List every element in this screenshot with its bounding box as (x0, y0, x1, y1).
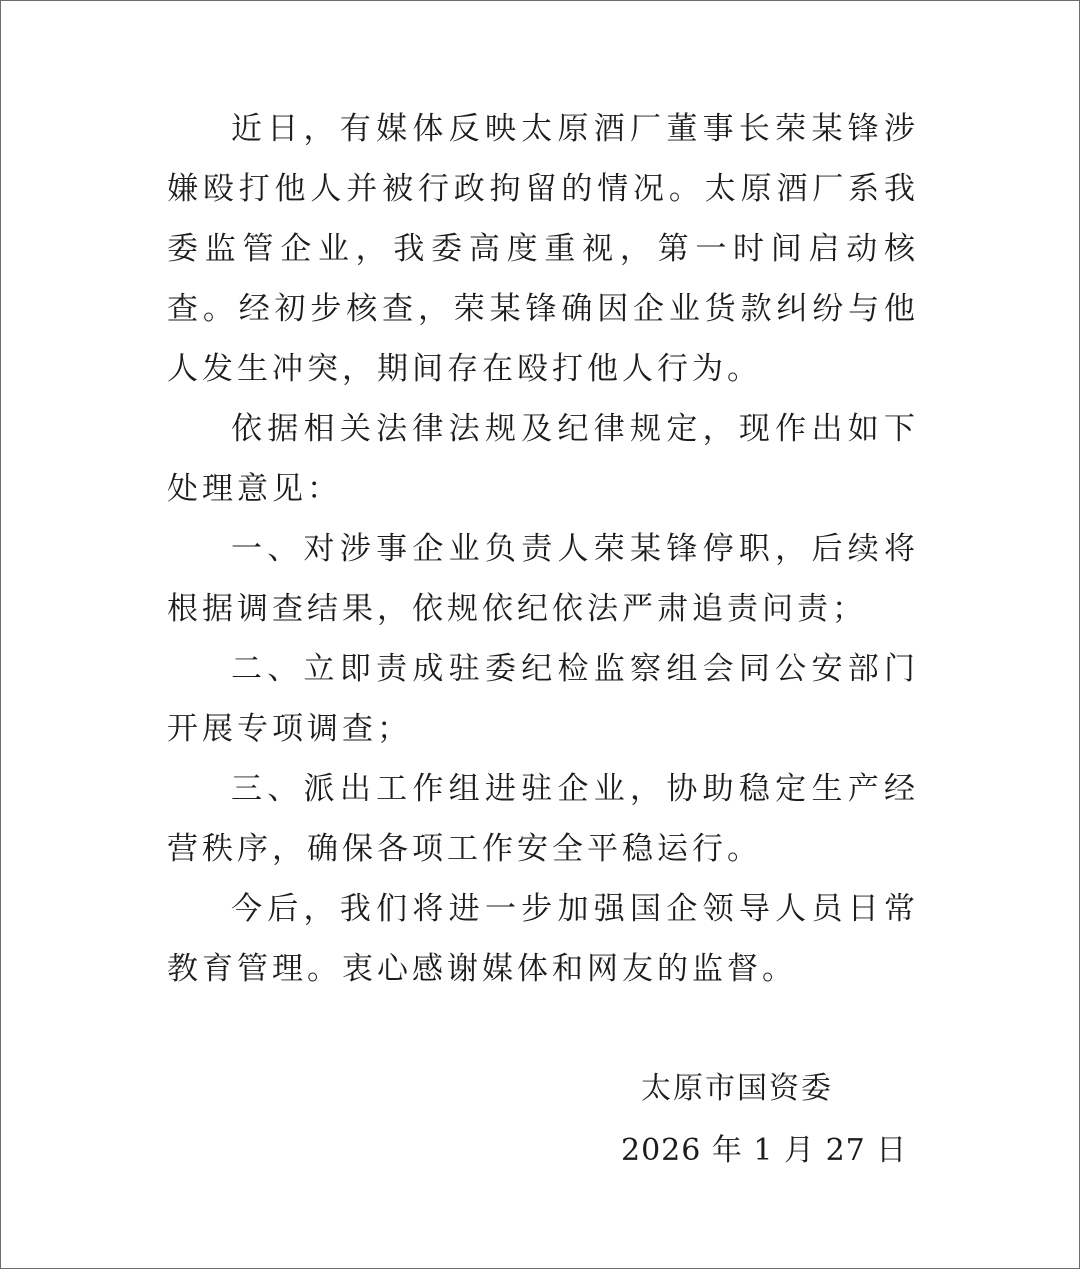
document-body (167, 99, 919, 999)
paragraph-intro: 近日，有媒体反映太原酒厂董事长荣某锋涉嫌殴打他人并被行政拘留的情况。太原酒厂系我委监管企业，我委高度重视，第一时间启动核查。经初步核查，荣某锋确因企业货款纠纷与他人发生冲突，期间存在殴打他人行为。 (167, 111, 919, 387)
paragraph-basis: 依据相关法律法规及纪律规定，现作出如下处理意见： (167, 411, 919, 507)
paragraph-measure-1: 一、对涉事企业负责人荣某锋停职，后续将根据调查结果，依规依纪依法严肃追责问责； (167, 531, 919, 627)
paragraph-measure-3: 三、派出工作组进驻企业，协助稳定生产经营秩序，确保各项工作安全平稳运行。 (167, 771, 919, 867)
paragraph-closing: 今后，我们将进一步加强国企领导人员日常教育管理。衷心感谢媒体和网友的监督。 (167, 891, 919, 987)
issuing-organization: 太原市国资委 (641, 1071, 833, 1106)
issue-date: 2026 年 1 月 27 日 (621, 1133, 908, 1168)
paragraph-measure-2: 二、立即责成驻委纪检监察组会同公安部门开展专项调查； (167, 651, 919, 747)
